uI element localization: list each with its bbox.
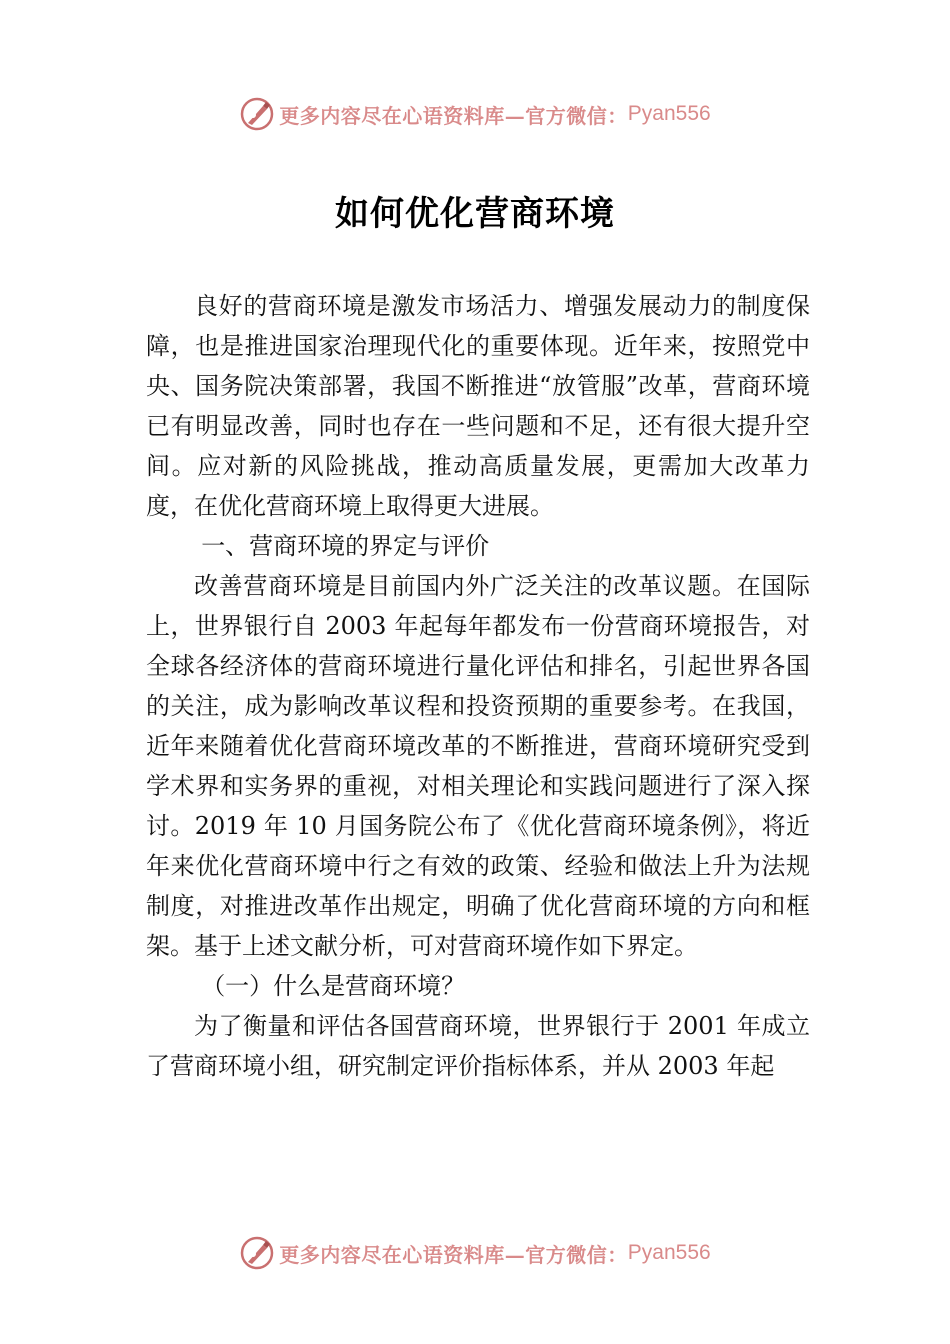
footer-banner [0,1231,950,1275]
body-paragraph: 为了衡量和评估各国营商环境，世界银行于 2001 年成立了营商环境小组，研究制定评价指标体系，并从 2003 年起 [146,1012,810,1080]
body-paragraph: 改善营商环境是目前国内外广泛关注的改革议题。在国际上，世界银行自 2003 年起每年都发布一份营商环境报告，对全球各经济体的营商环境进行量化评估和排名，引起世界各国的关注，成为影响改革议程和投资预期的重要参考。在我国，近年来随着优化营商环境改革的不断推进，营商环境研究受到学术界和实务界的重视，对相关理论和实践问题进行了深入探讨。2019 年 10 月国务院公布了《优化营商环境条例》，将近年来优化营商环境中行之有效的政策、经验和做法上升为法规制度，对推进改革作出规定，明确了优化营商环境的方向和框架。基于上述文献分析，可对营商环境作如下界定。 [146,572,810,960]
document-body [146,286,810,1086]
pen-logo-icon [239,96,275,132]
header-banner [0,92,950,136]
document-title: 如何优化营商环境 [335,194,615,234]
banner-wechat-id: Pyan556 [627,1241,711,1264]
banner-wechat-id: Pyan556 [627,102,711,125]
intro-paragraph: 良好的营商环境是激发市场活力、增强发展动力的制度保障，也是推进国家治理现代化的重要体现。近年来，按照党中央、国务院决策部署，我国不断推进“放管服”改革，营商环境已有明显改善，同时也存在一些问题和不足，还有很大提升空间。应对新的风险挑战，推动高质量发展，更需加大改革力度，在优化营商环境上取得更大进展。 [146,292,810,520]
banner-text: 更多内容尽在心语资料库—官方微信： [279,1242,628,1267]
subsection-heading-1: （一）什么是营商环境？ [201,972,466,1000]
section-heading-1: 一、营商环境的界定与评价 [201,532,490,560]
pen-logo-icon [239,1235,275,1271]
banner-text: 更多内容尽在心语资料库—官方微信： [279,103,628,128]
